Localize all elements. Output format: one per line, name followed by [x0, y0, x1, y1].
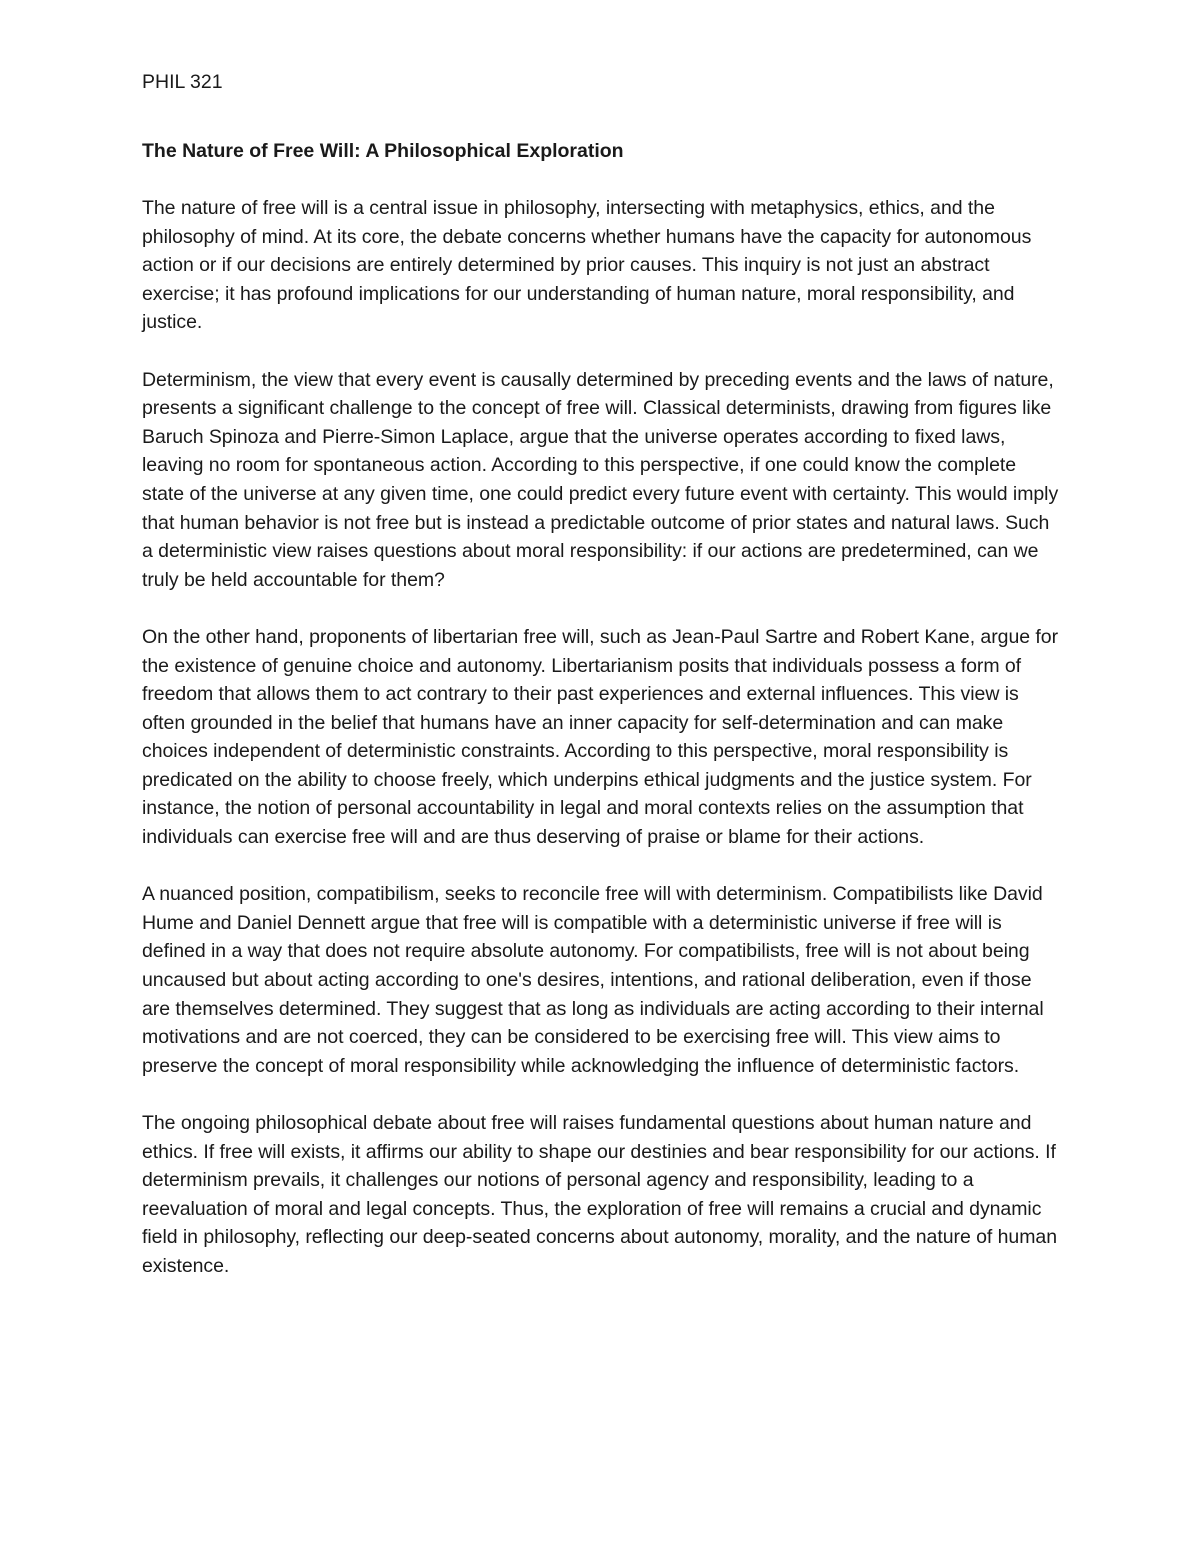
paragraph-introduction: The nature of free will is a central issue in philosophy, intersecting with metaphysics, ethics, and the philosophy of mind. At its core, the debate concerns whether humans have the capacity for autonomous action or if our decisions are entirely determined by prior causes. This inquiry is not just an abstract exercise; it has profound implications for our understanding of human nature, moral responsibility, and justice.	[142, 197, 1032, 334]
course-code: PHIL 321	[142, 71, 223, 93]
document-body	[142, 68, 1062, 1309]
paragraph-conclusion: The ongoing philosophical debate about free will raises fundamental questions about human nature and ethics. If free will exists, it affirms our ability to shape our destinies and bear responsibility for our actions. If determinism prevails, it challenges our notions of personal agency and responsibility, leading to a reevaluation of moral and legal concepts. Thus, the exploration of free will remains a crucial and dynamic field in philosophy, reflecting our deep-seated concerns about autonomy, morality, and the nature of human existence.	[142, 1112, 1058, 1277]
paragraph-determinism: Determinism, the view that every event is causally determined by preceding events and the laws of nature, presents a significant challenge to the concept of free will. Classical determinists, drawing from figures like Baruch Spinoza and Pierre-Simon Laplace, argue that the universe operates according to fixed laws, leaving no room for spontaneous action. According to this perspective, if one could know the complete state of the universe at any given time, one could predict every future event with certainty. This would imply that human behavior is not free but is instead a predictable outcome of prior states and natural laws. Such a deterministic view raises questions about moral responsibility: if our actions are predetermined, can we truly be held accountable for them?	[142, 368, 1059, 591]
paragraph-libertarianism: On the other hand, proponents of libertarian free will, such as Jean-Paul Sartre and Robert Kane, argue for the existence of genuine choice and autonomy. Libertarianism posits that individuals possess a form of freedom that allows them to act contrary to their past experiences and external influences. This view is often grounded in the belief that humans have an inner capacity for self-determination and can make choices independent of deterministic constraints. According to this perspective, moral responsibility is predicated on the ability to choose freely, which underpins ethical judgments and the justice system. For instance, the notion of personal accountability in legal and moral contexts relies on the assumption that individuals can exercise free will and are thus deserving of praise or blame for their actions.	[142, 625, 1059, 849]
paragraph-compatibilism: A nuanced position, compatibilism, seeks to reconcile free will with determinism. Compatibilists like David Hume and Daniel Dennett argue that free will is compatible with a deterministic universe if free will is defined in a way that does not require absolute autonomy. For compatibilists, free will is not about being uncaused but about acting according to one's desires, intentions, and rational deliberation, even if those are themselves determined. They suggest that as long as individuals are acting according to their internal motivations and are not coerced, they can be considered to be exercising free will. This view aims to preserve the concept of moral responsibility while acknowledging the influence of deterministic factors.	[142, 883, 1044, 1077]
essay-title: The Nature of Free Will: A Philosophical Exploration	[142, 140, 624, 162]
